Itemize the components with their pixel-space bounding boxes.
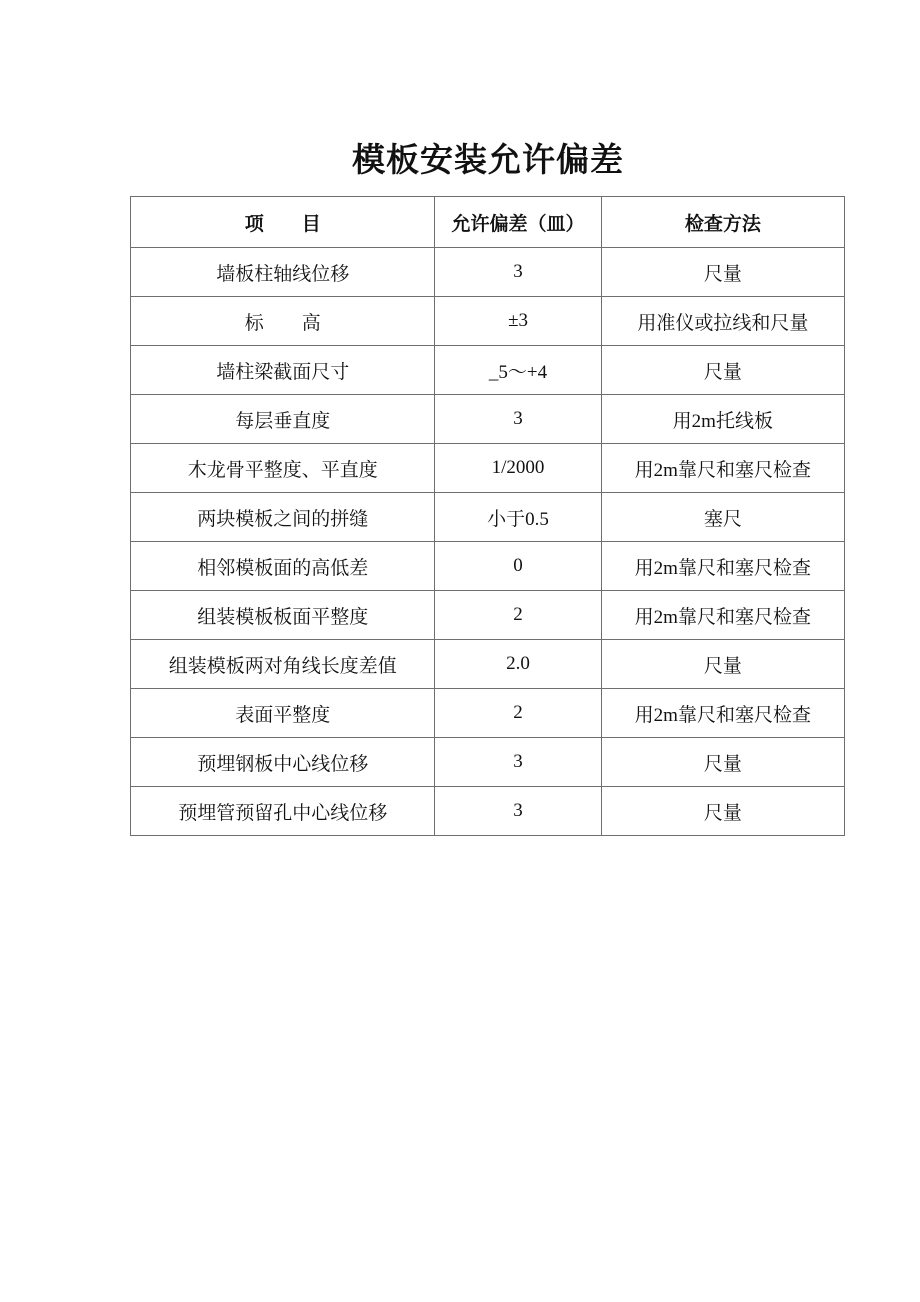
table-row	[131, 248, 845, 297]
table-row	[131, 689, 845, 738]
cell-tolerance: 小于0.5	[435, 493, 601, 542]
cell-tolerance: 1/2000	[435, 444, 601, 493]
table-row	[131, 542, 845, 591]
cell-tolerance: 3	[435, 787, 601, 836]
table-row	[131, 787, 845, 836]
cell-item: 表面平整度	[131, 689, 435, 738]
cell-method: 尺量	[601, 248, 844, 297]
header-item: 项 目	[131, 197, 435, 248]
cell-method: 尺量	[601, 346, 844, 395]
table-row	[131, 640, 845, 689]
table-row	[131, 591, 845, 640]
cell-method: 塞尺	[601, 493, 844, 542]
cell-tolerance: _5～+4	[435, 346, 601, 395]
cell-method: 用2m靠尺和塞尺检查	[601, 591, 844, 640]
cell-item: 两块模板之间的拼缝	[131, 493, 435, 542]
cell-method: 用2m靠尺和塞尺检查	[601, 689, 844, 738]
header-tolerance: 允许偏差（皿）	[435, 197, 601, 248]
cell-item: 标 高	[131, 297, 435, 346]
cell-item: 木龙骨平整度、平直度	[131, 444, 435, 493]
table-row	[131, 493, 845, 542]
cell-method: 用2m靠尺和塞尺检查	[601, 444, 844, 493]
table-row	[131, 395, 845, 444]
cell-tolerance: ±3	[435, 297, 601, 346]
table-row	[131, 444, 845, 493]
header-method: 检查方法	[601, 197, 844, 248]
cell-method: 用2m靠尺和塞尺检查	[601, 542, 844, 591]
tolerance-table	[130, 196, 845, 836]
cell-method: 尺量	[601, 640, 844, 689]
cell-tolerance: 3	[435, 395, 601, 444]
cell-tolerance: 2	[435, 591, 601, 640]
cell-tolerance: 3	[435, 248, 601, 297]
cell-item: 墙板柱轴线位移	[131, 248, 435, 297]
cell-tolerance: 2	[435, 689, 601, 738]
cell-item: 预埋钢板中心线位移	[131, 738, 435, 787]
cell-method: 尺量	[601, 787, 844, 836]
cell-method: 用准仪或拉线和尺量	[601, 297, 844, 346]
table-row	[131, 297, 845, 346]
cell-item: 组装模板板面平整度	[131, 591, 435, 640]
cell-item: 预埋管预留孔中心线位移	[131, 787, 435, 836]
cell-item: 相邻模板面的高低差	[131, 542, 435, 591]
table-row	[131, 738, 845, 787]
cell-tolerance: 3	[435, 738, 601, 787]
cell-tolerance: 0	[435, 542, 601, 591]
cell-item: 墙柱梁截面尺寸	[131, 346, 435, 395]
page-title: 模板安装允许偏差	[352, 140, 624, 179]
table-header-row	[131, 197, 845, 248]
cell-item: 每层垂直度	[131, 395, 435, 444]
cell-item: 组装模板两对角线长度差值	[131, 640, 435, 689]
table-row	[131, 346, 845, 395]
cell-method: 用2m托线板	[601, 395, 844, 444]
cell-method: 尺量	[601, 738, 844, 787]
cell-tolerance: 2.0	[435, 640, 601, 689]
